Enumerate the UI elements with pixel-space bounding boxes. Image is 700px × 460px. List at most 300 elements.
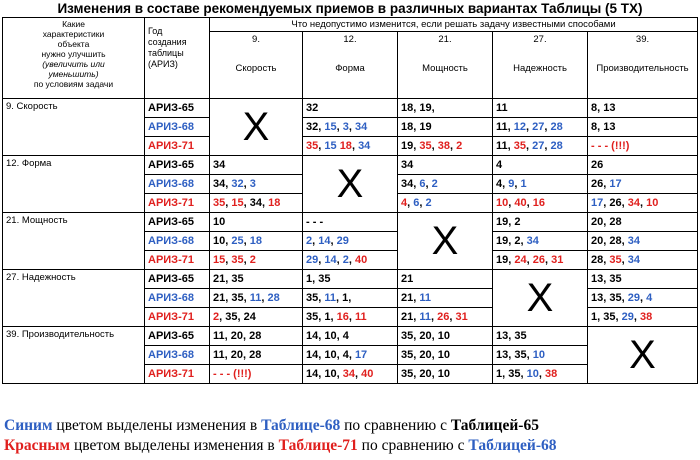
method-number: 3 <box>342 121 349 133</box>
method-number: 34 <box>627 254 640 266</box>
version-label: АРИЗ-65 <box>145 156 210 175</box>
method-number: , <box>336 121 343 133</box>
method-number: 3 <box>249 178 256 190</box>
method-number: 10 <box>532 349 545 361</box>
column-number: 12. <box>343 34 357 45</box>
legend-red <box>4 437 557 455</box>
row-desc-line: уменьшить) <box>48 69 99 79</box>
method-number: 26 <box>591 159 604 171</box>
method-number: 13, 35, <box>591 292 628 304</box>
method-cell <box>210 194 303 213</box>
table-row <box>3 99 698 118</box>
method-number: 35, <box>306 292 325 304</box>
method-cell <box>398 270 493 289</box>
method-number: , <box>330 235 337 247</box>
method-number: , <box>514 178 521 190</box>
method-number: , <box>354 368 362 380</box>
method-number: 29 <box>306 254 319 266</box>
method-number: 17 <box>609 178 622 190</box>
method-cell <box>210 289 303 308</box>
method-cell <box>398 118 493 137</box>
version-label: АРИЗ-65 <box>145 213 210 232</box>
method-number: 29 <box>627 292 640 304</box>
column-number: 21. <box>438 34 452 45</box>
method-number: , <box>639 292 647 304</box>
header-row-top <box>3 18 698 32</box>
method-number: 17 <box>591 197 604 209</box>
method-number: 34, <box>401 178 420 190</box>
method-number: 21, <box>401 311 420 323</box>
method-number: 14, 10, 4 <box>306 330 349 342</box>
version-label: АРИЗ-71 <box>145 137 210 156</box>
method-number: 35 <box>306 140 319 152</box>
method-number: 10 <box>526 368 539 380</box>
method-number: , <box>526 140 533 152</box>
method-number: 19, <box>496 254 515 266</box>
method-number: 34 <box>358 140 371 152</box>
method-cell <box>398 137 493 156</box>
method-number: 15 <box>324 121 337 133</box>
column-header <box>210 32 303 99</box>
row-characteristic: 12. Форма <box>3 156 145 213</box>
method-cell <box>493 175 588 194</box>
method-number: - - - (!!!) <box>213 368 252 380</box>
method-number: - - - <box>306 216 324 228</box>
version-label: АРИЗ-71 <box>145 365 210 384</box>
method-number: 19, 2 <box>496 216 521 228</box>
method-number: 11, 20, 28 <box>213 349 262 361</box>
method-number: 24 <box>514 254 527 266</box>
method-number: 35 <box>231 254 244 266</box>
column-header <box>303 32 398 99</box>
method-number: 34 <box>526 235 539 247</box>
method-number: 15 <box>231 197 244 209</box>
method-cell <box>210 308 303 327</box>
method-number: 32 <box>306 102 319 114</box>
column-header <box>398 32 493 99</box>
method-number: 19, 2, <box>496 235 527 247</box>
column-header <box>493 32 588 99</box>
method-number: 35, 20, 10 <box>401 349 450 361</box>
method-number: , <box>261 292 268 304</box>
method-number: , <box>243 178 250 190</box>
version-label: АРИЗ-71 <box>145 194 210 213</box>
method-number: 29 <box>621 311 634 323</box>
method-number: 34 <box>213 159 226 171</box>
method-number: 35 <box>609 254 622 266</box>
method-number: , <box>621 254 628 266</box>
method-cell <box>588 270 698 289</box>
table-row <box>3 156 698 175</box>
method-number: , 1, <box>336 292 352 304</box>
method-cell <box>493 137 588 156</box>
year-header-line: Год <box>148 26 163 36</box>
method-number: 40 <box>361 368 374 380</box>
diagonal-x-mark: X <box>493 270 588 327</box>
method-number: , <box>633 311 640 323</box>
method-number: 32 <box>231 178 244 190</box>
method-cell <box>493 327 588 346</box>
method-number: , <box>318 140 325 152</box>
method-number: 14 <box>318 235 331 247</box>
method-number: 16 <box>532 197 545 209</box>
method-cell <box>210 251 303 270</box>
method-number: 6 <box>413 197 420 209</box>
version-label: АРИЗ-68 <box>145 346 210 365</box>
method-number: 21, 35, <box>213 292 250 304</box>
legend-table-ref: Таблице-68 <box>261 417 341 434</box>
method-cell <box>588 232 698 251</box>
method-number: , <box>243 235 250 247</box>
method-number: 11 <box>496 102 508 114</box>
method-number: , <box>225 197 232 209</box>
method-number: 18 <box>339 140 352 152</box>
method-number: , <box>407 197 414 209</box>
legend-blue <box>4 417 539 435</box>
method-number: , <box>318 254 325 266</box>
table-row <box>3 327 698 346</box>
method-number: , <box>351 140 359 152</box>
method-cell <box>588 308 698 327</box>
method-cell <box>303 99 398 118</box>
method-number: 8, 13 <box>591 102 616 114</box>
method-number: 13, 35 <box>591 273 622 285</box>
method-number: , <box>243 254 250 266</box>
method-number: 38 <box>437 140 450 152</box>
method-number: 31 <box>455 311 468 323</box>
method-number: 26 <box>532 254 545 266</box>
version-label: АРИЗ-68 <box>145 118 210 137</box>
column-name: Скорость <box>235 63 277 74</box>
row-desc-line: объекта <box>57 39 90 49</box>
method-number: 31 <box>551 254 564 266</box>
method-number: , <box>526 254 533 266</box>
method-number: 34, <box>213 178 232 190</box>
method-number: , <box>544 140 551 152</box>
method-cell <box>303 365 398 384</box>
method-number: 35, 20, 10 <box>401 368 450 380</box>
method-number: 1 <box>520 178 527 190</box>
table-row <box>3 270 698 289</box>
method-number: 15 <box>213 254 226 266</box>
method-number: 2 <box>431 178 438 190</box>
method-number: 29 <box>336 235 349 247</box>
method-cell <box>493 99 588 118</box>
method-number: 11 <box>419 311 431 323</box>
method-number: 34 <box>401 159 414 171</box>
method-cell <box>303 346 398 365</box>
method-number: 35, 1, <box>306 311 337 323</box>
method-number: , <box>336 254 343 266</box>
version-label: АРИЗ-65 <box>145 270 210 289</box>
method-number: 17 <box>354 349 368 361</box>
method-number: , <box>526 197 533 209</box>
method-number: 11, <box>496 140 514 152</box>
method-cell <box>588 156 698 175</box>
column-name: Форма <box>335 63 365 74</box>
row-desc-line: характеристики <box>42 29 105 39</box>
method-number: 11 <box>419 292 431 304</box>
method-cell <box>303 213 398 232</box>
method-number: , <box>425 178 432 190</box>
method-number: , 26, <box>603 197 628 209</box>
column-number: 9. <box>252 34 260 45</box>
method-number: 35, 20, 10 <box>401 330 450 342</box>
legend-table-ref: Таблице-71 <box>278 437 358 454</box>
method-number: 38 <box>639 311 653 323</box>
method-cell <box>493 232 588 251</box>
method-number: , <box>225 254 232 266</box>
method-cell <box>588 137 698 156</box>
method-number: 2 <box>425 197 432 209</box>
comparison-table <box>2 17 698 384</box>
diagonal-x-mark: X <box>588 327 698 384</box>
row-desc-line: (увеличить или <box>42 59 105 69</box>
legend-text: цветом выделены изменения в <box>52 417 262 434</box>
method-cell <box>303 137 398 156</box>
method-number: 20, 28 <box>591 216 622 228</box>
row-characteristic: 39. Производительность <box>3 327 145 384</box>
method-number: , <box>449 140 457 152</box>
method-number: , <box>348 254 355 266</box>
method-number: 10 <box>213 216 226 228</box>
method-cell <box>210 213 303 232</box>
method-number: 15 <box>324 140 337 152</box>
row-characteristic: 21. Мощность <box>3 213 145 270</box>
method-cell <box>303 251 398 270</box>
method-cell <box>398 175 493 194</box>
method-cell <box>588 213 698 232</box>
method-number: 28 <box>550 121 563 133</box>
method-number: 27 <box>532 121 545 133</box>
method-number: 27 <box>532 140 545 152</box>
method-number: 10 <box>646 197 659 209</box>
diagonal-x-mark: X <box>303 156 398 213</box>
method-cell <box>398 365 493 384</box>
version-label: АРИЗ-71 <box>145 251 210 270</box>
method-cell <box>588 175 698 194</box>
method-number: - - - (!!!) <box>591 140 630 152</box>
legend-table-ref: Таблицей-65 <box>450 417 539 434</box>
method-number: 2 <box>306 235 313 247</box>
method-number: , <box>419 197 426 209</box>
method-cell <box>303 327 398 346</box>
method-number: 4 <box>401 197 408 209</box>
method-number: 18, 19 <box>401 121 432 133</box>
row-header-description <box>3 18 145 99</box>
table-row <box>3 213 698 232</box>
method-cell <box>588 251 698 270</box>
method-number: 11 <box>354 311 367 323</box>
row-desc-line: по условиям задачи <box>33 79 114 89</box>
method-number: 38 <box>544 368 558 380</box>
method-number: , 35, 24 <box>219 311 256 323</box>
method-number: , <box>431 311 438 323</box>
year-header-line: создания <box>148 37 187 47</box>
method-number: 13, 35 <box>496 330 527 342</box>
method-number: , <box>544 254 552 266</box>
method-cell <box>493 346 588 365</box>
method-number: 32, <box>306 121 325 133</box>
column-group-header: Что недопустимо изменится, если решать задачу известными способами <box>210 18 698 32</box>
column-name: Надежность <box>513 63 567 74</box>
method-cell <box>210 346 303 365</box>
method-number: 20, 28, <box>591 235 628 247</box>
method-number: 14 <box>324 254 337 266</box>
method-number: 8, 13 <box>591 121 616 133</box>
method-cell <box>398 327 493 346</box>
method-number: 40 <box>355 254 368 266</box>
method-cell <box>588 99 698 118</box>
version-label: АРИЗ-71 <box>145 308 210 327</box>
method-number: 4 <box>646 292 653 304</box>
method-number: 1, 35, <box>496 368 527 380</box>
method-number: 16 <box>336 311 349 323</box>
method-number: 21, 35 <box>213 273 244 285</box>
version-label: АРИЗ-68 <box>145 232 210 251</box>
legend-text: цветом выделены изменения в <box>70 437 279 454</box>
method-number: , <box>348 121 355 133</box>
legend-blue-keyword: Синим <box>4 417 53 434</box>
method-number: 2 <box>249 254 256 266</box>
method-cell <box>398 156 493 175</box>
version-label: АРИЗ-65 <box>145 327 210 346</box>
method-cell <box>588 289 698 308</box>
method-cell <box>210 270 303 289</box>
column-number: 39. <box>635 34 650 45</box>
method-cell <box>303 308 398 327</box>
method-cell <box>588 194 698 213</box>
method-number: 18 <box>268 197 281 209</box>
method-number: 10, <box>213 235 232 247</box>
method-number: 34 <box>627 235 640 247</box>
method-cell <box>398 289 493 308</box>
method-number: 2 <box>342 254 349 266</box>
method-number: , <box>312 235 319 247</box>
method-number: 35 <box>513 140 526 152</box>
column-name: Мощность <box>422 63 468 74</box>
method-cell <box>303 118 398 137</box>
method-cell <box>493 118 588 137</box>
table-body <box>3 18 698 384</box>
row-desc-line: нужно улучшить <box>41 49 106 59</box>
method-number: 26, <box>591 178 610 190</box>
year-header-line: (АРИЗ) <box>148 59 178 69</box>
method-cell <box>493 213 588 232</box>
method-number: 1, 35, <box>591 311 622 323</box>
column-number: 27. <box>533 34 547 45</box>
method-number: 10 <box>496 197 509 209</box>
method-number: 34 <box>627 197 640 209</box>
method-number: 11 <box>249 292 262 304</box>
method-cell <box>493 251 588 270</box>
method-cell <box>493 365 588 384</box>
method-number: 1, 35 <box>306 273 331 285</box>
method-number: 19, <box>401 140 420 152</box>
method-number: 13, 35, <box>496 349 533 361</box>
legend-table-ref: Таблицей-68 <box>468 437 557 454</box>
version-label: АРИЗ-68 <box>145 289 210 308</box>
method-number: 28, <box>591 254 610 266</box>
method-number: 9 <box>508 178 515 190</box>
row-desc-line: Какие <box>62 19 85 29</box>
method-number: 28 <box>267 292 280 304</box>
method-number: 35 <box>213 197 226 209</box>
method-number: 11 <box>324 292 336 304</box>
method-number: 2 <box>456 140 463 152</box>
method-number: 21, <box>401 292 420 304</box>
method-number: 4 <box>496 159 503 171</box>
method-cell <box>210 232 303 251</box>
row-characteristic: 9. Скорость <box>3 99 145 156</box>
diagonal-x-mark: X <box>398 213 493 270</box>
method-number: , <box>348 311 355 323</box>
method-cell <box>210 156 303 175</box>
method-number: 11, <box>496 121 514 133</box>
method-number: , <box>538 368 545 380</box>
column-name: Производительность <box>596 63 689 74</box>
method-number: 11, 20, 28 <box>213 330 262 342</box>
method-number: , <box>544 121 551 133</box>
method-number: , <box>449 311 456 323</box>
method-cell <box>398 308 493 327</box>
method-cell <box>398 346 493 365</box>
method-cell <box>303 289 398 308</box>
method-number: 26 <box>437 311 450 323</box>
method-number: , 34, <box>243 197 269 209</box>
page-title: Изменения в составе рекомендуемых приемов в различных вариантах Таблицы (5 ТХ) <box>57 1 643 16</box>
column-header <box>588 32 698 99</box>
year-header <box>145 18 210 99</box>
diagonal-x-mark: X <box>210 99 303 156</box>
method-number: 21 <box>401 273 414 285</box>
method-cell <box>398 99 493 118</box>
method-cell <box>493 194 588 213</box>
method-number: , <box>526 121 533 133</box>
method-number: , <box>431 140 438 152</box>
method-number: 34 <box>342 368 355 380</box>
method-cell <box>493 156 588 175</box>
method-cell <box>398 194 493 213</box>
method-cell <box>588 118 698 137</box>
row-characteristic: 27. Надежность <box>3 270 145 327</box>
legend-text: по сравнению с <box>357 437 469 454</box>
method-number: 14, 10, 4, <box>306 349 355 361</box>
legend-text: по сравнению с <box>340 417 451 434</box>
method-number: , <box>508 197 515 209</box>
method-number: , <box>639 197 647 209</box>
method-cell <box>210 365 303 384</box>
method-cell <box>210 327 303 346</box>
method-number: 18 <box>249 235 262 247</box>
method-number: 18, 19, <box>401 102 435 114</box>
method-number: 2 <box>213 311 220 323</box>
method-number: 4, <box>496 178 509 190</box>
method-cell <box>210 175 303 194</box>
legend-red-keyword: Красным <box>4 437 71 454</box>
method-cell <box>303 232 398 251</box>
method-cell <box>303 270 398 289</box>
method-number: 34 <box>354 121 368 133</box>
method-number: 28 <box>550 140 563 152</box>
method-number: 14, 10, <box>306 368 343 380</box>
method-number: 40 <box>514 197 527 209</box>
method-number: 35 <box>419 140 432 152</box>
version-label: АРИЗ-68 <box>145 175 210 194</box>
year-header-line: таблицы <box>148 48 184 58</box>
version-label: АРИЗ-65 <box>145 99 210 118</box>
method-number: 6 <box>419 178 426 190</box>
